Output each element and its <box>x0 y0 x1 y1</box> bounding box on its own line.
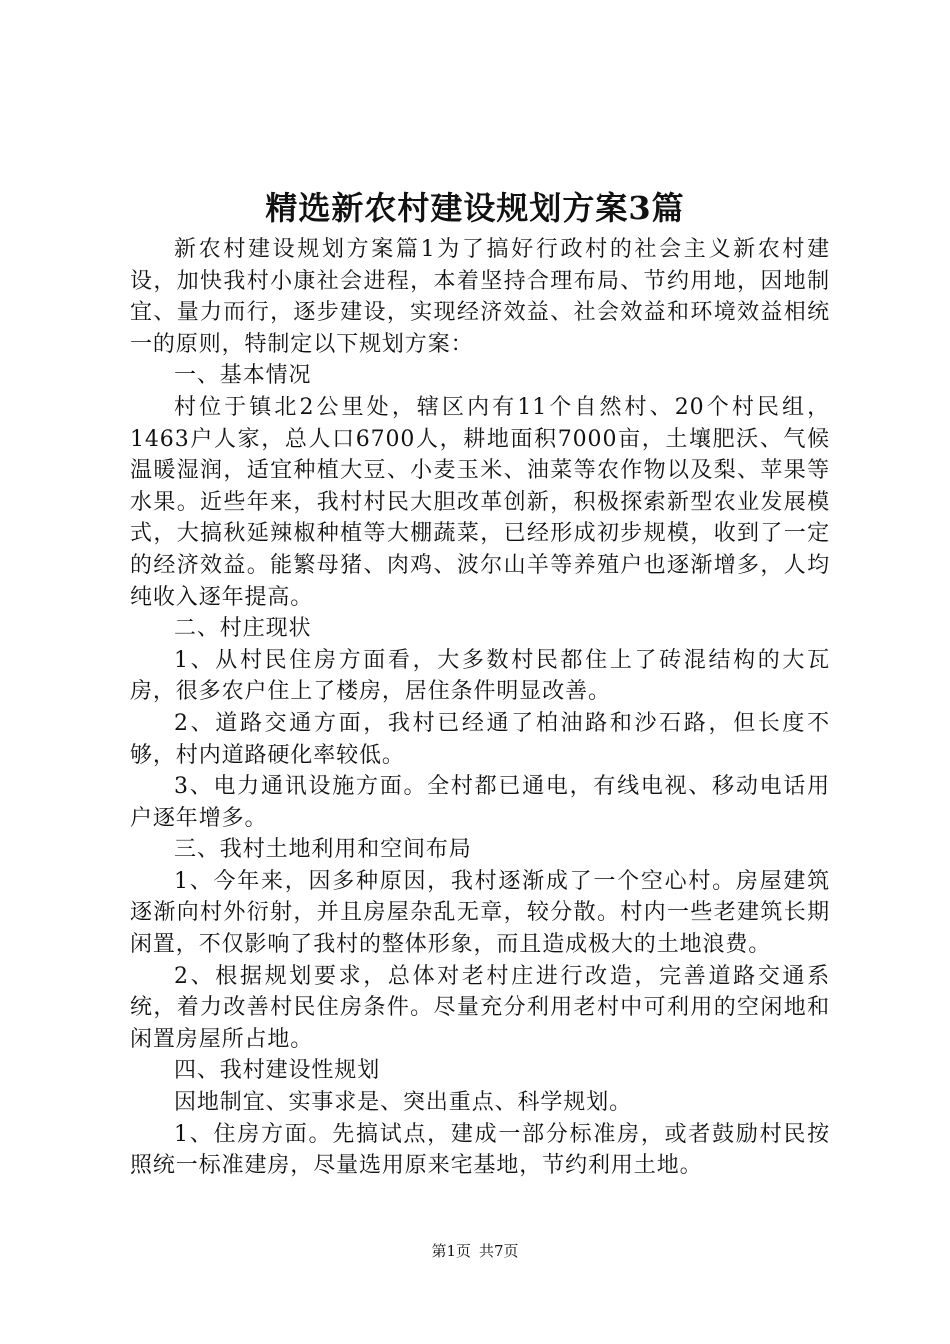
paragraph-power-telecom-status: 3、电力通讯设施方面。全村都已通电，有线电视、移动电话用户逐年增多。 <box>130 774 830 831</box>
paragraph-housing-plan: 1、住房方面。先搞试点，建成一部分标准房，或者鼓励村民按照统一标准建房，尽量选用原来宅基地，节约利用土地。 <box>130 1121 830 1179</box>
document-body <box>130 234 830 1182</box>
document-title: 精选新农村建设规划方案3篇 <box>265 189 685 227</box>
paragraph-land-use-1: 1、今年来，因多种原因，我村逐渐成了一个空心村。房屋建筑逐渐向村外衍射，并且房屋杂乱无章，较分散。村内一些老建筑长期闲置，不仅影响了我村的整体形象，而且造成极大的土地浪费。 <box>130 868 830 958</box>
paragraph-road-status: 2、道路交通方面，我村已经通了柏油路和沙石路，但长度不够，村内道路硬化率较低。 <box>130 710 830 768</box>
section-heading-land-use: 三、我村土地利用和空间布局 <box>174 837 472 863</box>
paragraph-land-use-2: 2、根据规划要求，总体对老村庄进行改造，完善道路交通系统，着力改善村民住房条件。尽量充分利用老村中可利用的空闲地和闲置房屋所占地。 <box>130 963 830 1052</box>
page-footer <box>0 1241 950 1261</box>
paragraph-basic-situation: 村位于镇北2公里处，辖区内有11个自然村、20个村民组，1463户人家，总人口6700人，耕地面积7000亩，土壤肥沃、气候温暖湿润，适宜种植大豆、小麦玉米、油菜等农作物以及梨、苹果等水果。近些年来，我村村民大胆改革创新，积极探索新型农业发展模式，大搞秋延辣椒种植等大棚蔬菜，已经形成初步规模，收到了一定的经济效益。能繁母猪、肉鸡、波尔山羊等养殖户也逐渐增多，人均纯收入逐年提高。 <box>130 394 830 610</box>
section-heading-village-status: 二、村庄现状 <box>174 616 312 642</box>
paragraph-housing-status: 1、从村民住房方面看，大多数村民都住上了砖混结构的大瓦房，很多农户住上了楼房，居住条件明显改善。 <box>130 647 830 705</box>
page-number: 第1页 <box>431 1242 471 1260</box>
paragraph-intro: 新农村建设规划方案篇1为了搞好行政村的社会主义新农村建设，加快我村小康社会进程，本着坚持合理布局、节约用地，因地制宜、量力而行，逐步建设，实现经济效益、社会效益和环境效益相统一的原则，特制定以下规划方案： <box>130 237 830 357</box>
section-heading-basic-situation: 一、基本情况 <box>174 363 312 389</box>
section-heading-construction-plan: 四、我村建设性规划 <box>174 1058 381 1084</box>
page-total: 共7页 <box>479 1242 519 1260</box>
paragraph-plan-principle: 因地制宜、实事求是、突出重点、科学规划。 <box>174 1090 633 1116</box>
